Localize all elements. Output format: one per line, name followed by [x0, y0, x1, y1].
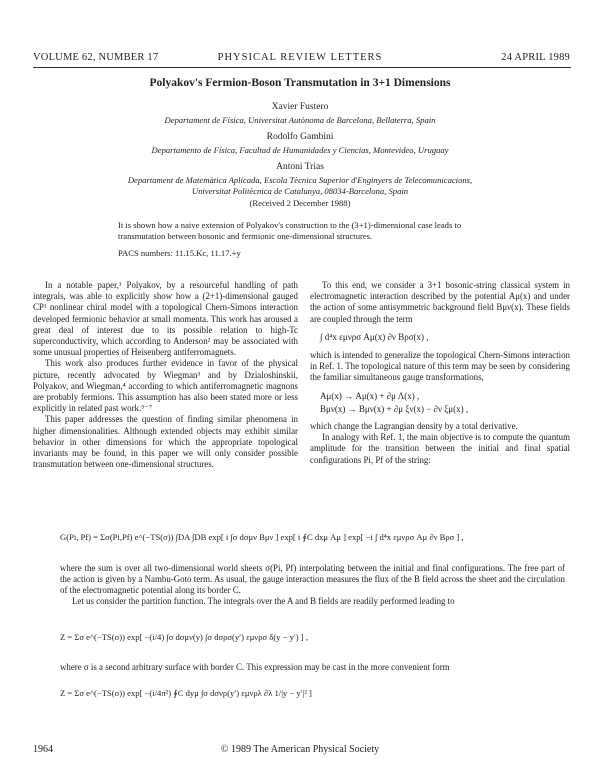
page-number: 1964	[33, 744, 53, 755]
equation: Aμ(x) → Aμ(x) + ∂μ Λ(x) ,	[320, 390, 420, 401]
journal-name: PHYSICAL REVIEW LETTERS	[217, 52, 383, 63]
paragraph: To this end, we consider a 3+1 bosonic-string classical system in electromagnetic interaction described by the potential Aμ(x) and under the action of some antisymmetric background field Bμν(x). These fields are coupled through the term	[310, 280, 570, 324]
author-name: Xavier Fustero	[271, 102, 329, 112]
author-name: Rodolfo Gambini	[266, 132, 334, 142]
author-affiliation: Departament de Matemàtica Aplicada, Escola Tècnica Superior d'Enginyers de Telecomunicacions, Universitat Politècnica de Catalunya, 08034-Barcelona, Spain	[127, 175, 473, 196]
author-name: Antoni Trias	[276, 162, 324, 172]
paragraph: which is intended to generalize the topological Chern-Simons interaction in Ref. 1. The topological nature of this term may be seen by considering the familiar simultaneous gauge transformations,	[310, 350, 570, 383]
equation: Bμν(x) → Bμν(x) + ∂μ ξν(x) − ∂ν ξμ(x) ,	[320, 403, 469, 414]
volume-label: VOLUME 62, NUMBER 17	[33, 52, 159, 63]
paragraph: In a notable paper,¹ Polyakov, by a resourceful handling of path integrals, was able to explicitly show how a (2+1)-dimensional gauged CP¹ nonlinear chiral model with a topological Chern-Simons interaction developed fermionic behavior at small momenta. This work has aroused a great deal of interest due to its possible relation to high-Tc superconductivity, which according to Anderson² may be associated with some unusual properties of Heisenberg antiferromagnets.	[33, 280, 298, 358]
pacs-numbers: PACS numbers: 11.15.Kc, 11.17.+y	[118, 248, 241, 258]
copyright: © 1989 The American Physical Society	[220, 744, 380, 755]
full-width-text	[60, 563, 565, 607]
paragraph: This paper addresses the question of finding similar phenomena in higher dimensionalities. Although extended objects may exhibit similar behavior in other dimensions for which the appropriate topological invariants may be found, in this paper we will only consider possible transmutation between one-dimensional structures.	[33, 414, 298, 470]
author-affiliation: Departamento de Física, Facultad de Humanidades y Ciencias, Montevideo, Uruguay	[151, 145, 449, 155]
issue-date: 24 APRIL 1989	[501, 52, 570, 63]
equation: Z = Σσ e^(−TS(σ)) exp[ −(i/4π²) ∮C dyμ ∫σ dσνρ(y′) εμνρλ ∂λ 1/|y − y′|² ]	[60, 688, 312, 698]
header-rule	[33, 67, 571, 68]
paragraph: In analogy with Ref. 1, the main objective is to compute the quantum amplitude for the transition between the initial and final spatial configurations Pi, Pf of the string:	[310, 432, 570, 465]
equation: ∫ d⁴x εμνρσ Aμ(x) ∂ν Bρσ(x) ,	[320, 331, 429, 342]
equation: Z = Σσ e^(−TS(σ)) exp[ −(i/4) ∫σ dσμν(y) ∫σ dσρσ(y′) εμνρσ δ(y − y′) ] ,	[60, 632, 308, 642]
paragraph: Let us consider the partition function. The integrals over the A and B fields are readily performed leading to	[72, 596, 455, 606]
paragraph: where the sum is over all two-dimensional world sheets σ(Pi, Pf) interpolating between the initial and final configurations. The free part of the action is given by a Nambu-Goto term. As usual, the gauge interaction measures the flux of the B field across the sheet and the circulation of the electromagnetic potential along its border C.	[60, 563, 565, 595]
abstract: It is shown how a naive extension of Polyakov's construction to the (3+1)-dimensional case leads to transmutation between bosonic and fermionic one-dimensional structures.	[118, 220, 462, 241]
paragraph: This work also produces further evidence in favor of the physical picture, recently advocated by Wiegman³ and by Dzialoshinskii, Polyakov, and Wiegman,⁴ according to which antiferromagnetic magnons are probably fermions. This assumption has also been stated more or less explicitly in related past work.⁵⁻⁷	[33, 358, 298, 414]
received-date: (Received 2 December 1988)	[249, 198, 351, 208]
paragraph: which change the Lagrangian density by a total derivative.	[310, 421, 518, 432]
author-affiliation: Departament de Física, Universitat Autònoma de Barcelona, Bellaterra, Spain	[164, 115, 436, 125]
paper-title: Polyakov's Fermion-Boson Transmutation in 3+1 Dimensions	[149, 77, 451, 89]
paragraph: where σ is a second arbitrary surface with border C. This expression may be cast in the more convenient form	[60, 662, 450, 672]
equation: G(Pi, Pf) = Σσ(Pi,Pf) e^(−TS(σ)) ∫DA ∫DB exp[ i ∫σ dσμν Bμν ] exp[ i ∮C dxμ Aμ ] exp[ −i ∫ d⁴x εμνρσ Aμ ∂ν Bρσ ] ,	[60, 532, 464, 542]
full-width-text	[60, 662, 565, 673]
left-column	[33, 280, 298, 470]
right-column	[310, 280, 570, 466]
